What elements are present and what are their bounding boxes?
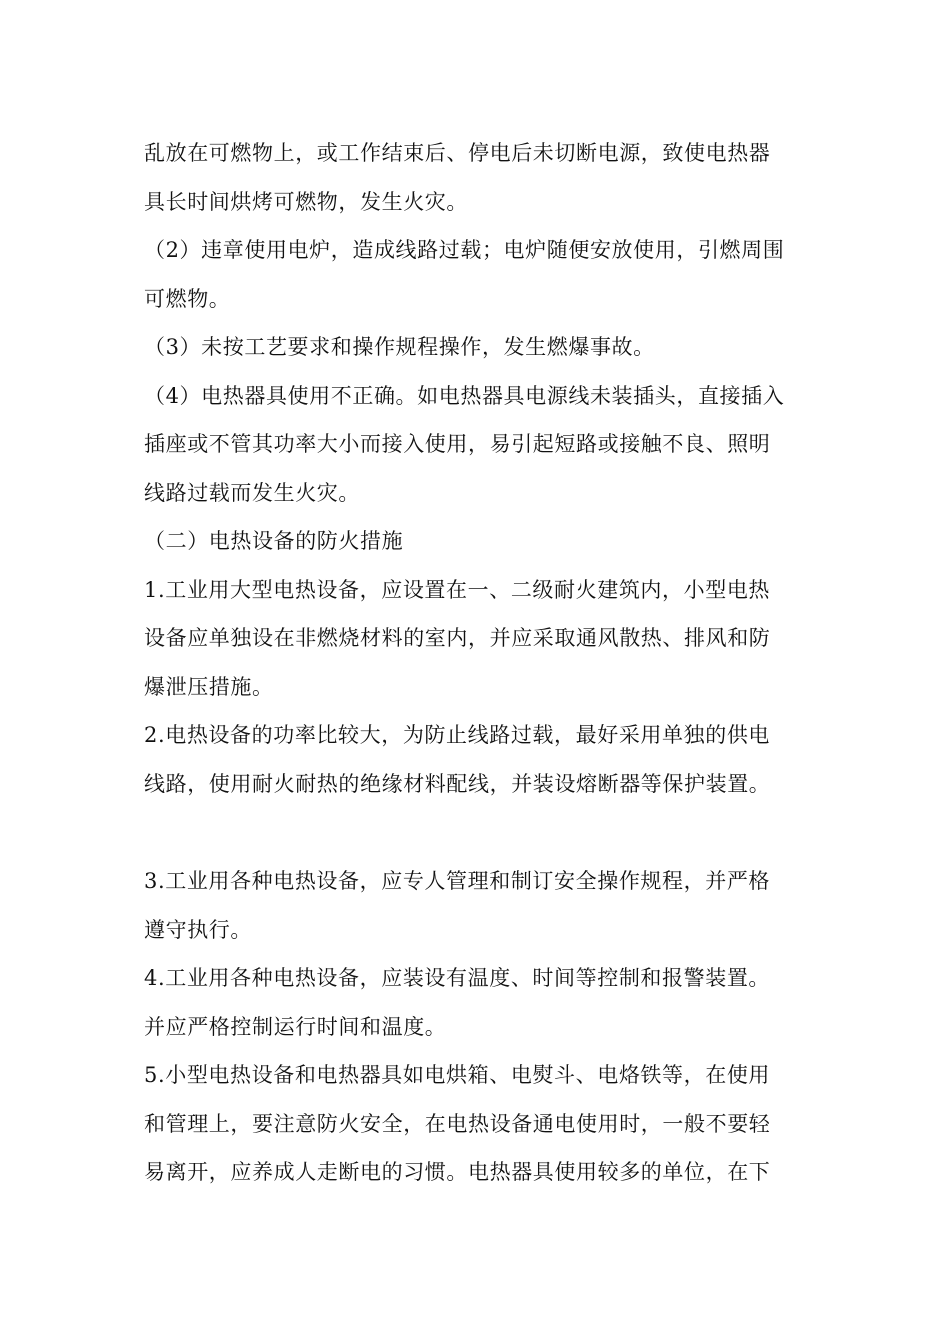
document-body	[144, 133, 824, 1201]
text-line: 2.电热设备的功率比较大，为防止线路过载，最好采用单独的供电	[144, 723, 771, 747]
text-line: （3）未按工艺要求和操作规程操作，发生燃爆事故。	[144, 335, 655, 359]
text-line: 并应严格控制运行时间和温度。	[144, 1014, 447, 1039]
text-line: 爆泄压措施。	[144, 674, 274, 699]
paragraph-gap	[144, 812, 824, 861]
text-line: 1.工业用大型电热设备，应设置在一、二级耐火建筑内，小型电热	[144, 577, 771, 602]
text-line: 和管理上，要注意防火安全，在电热设备通电使用时，一般不要轻	[144, 1111, 771, 1136]
text-line: 遵守执行。	[144, 917, 252, 942]
text-line: 设备应单独设在非燃烧材料的室内，并应采取通风散热、排风和防	[144, 626, 771, 650]
text-line: 可燃物。	[144, 286, 231, 311]
text-line: 5.小型电热设备和电热器具如电烘箱、电熨斗、电烙铁等，在使用	[144, 1063, 771, 1087]
text-line: 线路过载而发生火灾。	[144, 480, 360, 505]
text-line: 3.工业用各种电热设备，应专人管理和制订安全操作规程，并严格	[144, 869, 771, 893]
text-line: 线路，使用耐火耐热的绝缘材料配线，并装设熔断器等保护装置。	[144, 771, 771, 796]
text-line: 乱放在可燃物上，或工作结束后、停电后未切断电源，致使电热器	[144, 141, 771, 165]
text-line: 易离开，应养成人走断电的习惯。电热器具使用较多的单位，在下	[144, 1160, 771, 1184]
section-heading: （二）电热设备的防火措施	[144, 529, 404, 553]
text-line: 具长时间烘烤可燃物，发生火灾。	[144, 189, 468, 214]
text-line: （2）违章使用电炉，造成线路过载；电炉随便安放使用，引燃周围	[144, 238, 785, 262]
text-line: 4.工业用各种电热设备，应装设有温度、时间等控制和报警装置。	[144, 966, 771, 990]
text-line: （4）电热器具使用不正确。如电热器具电源线未装插头，直接插入	[144, 383, 785, 408]
text-line: 插座或不管其功率大小而接入使用，易引起短路或接触不良、照明	[144, 432, 771, 456]
